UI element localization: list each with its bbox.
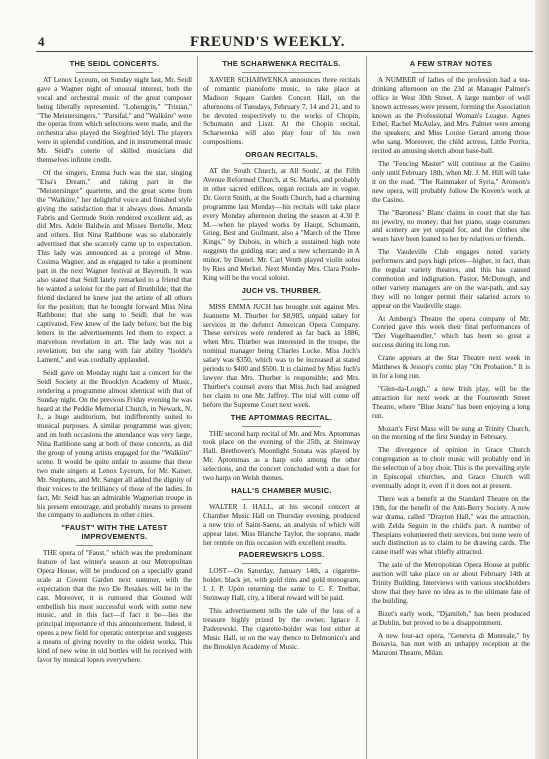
article-paragraph: There was a benefit at the Standard Theatre on the 19th, for the benefit of the Anti-Berry Society. A new war drama, called "Drayton Hall," was the attraction, with Zelda Seguin in the child's part. A number of Thespians volunteered their services, but none were of such distinction as to claim to be drawing cards. The cause itself was what chiefly attracted. (372, 494, 530, 557)
article-heading: THE SEIDL CONCERTS. (69, 59, 160, 68)
article-paragraph: Bizet's early work, "Djamileh," has been produced at Dublin, but proved to be a disappointment. (372, 609, 530, 627)
article-paragraph: WALTER J. HALL, at his second concert at Chamber Music Hall on Thursday evening, produced a new trio of Saint-Saens, an analysis of which will appear later. Miss Blanche Taylor, the soprano, made her rentrée on this occasion with excellent results. (203, 502, 360, 547)
article-paragraph: The Vaudeville Club engages noted variety performers and pays high prices—higher, in fact, than the regular variety theatres, and this has caused commotion and indignation. Pastor, McDonogh, and other variety managers are on the war-path, and say they will no longer permit their salaried actors to appear on the Vaudeville stage. (372, 248, 530, 310)
article-paragraph: Seidl gave on Monday night last a concert for the Seidl Society at the Brooklyn Academy of Music, rendering a programme almost identical with that of Sunday night. On the previous Friday evening he was heard at the Peddie Memorial Church, in Newark, N. J., a huge auditorium, but indifferently suited to musical purposes. A similar programme was given; and on both occasions the attendance was very large, Nina Rathbone sang at both of these concerts, as did the group of young artists engaged for the "Walküre" scene. It would be quite unfair to assume that these two male singers at Lenox Lyceum, for Mr. Kaiser, Mr. Stephens, and Mr. Sanger all added the dignity of their voices to the brilliancy of those of the ladies. In fact, Mr. Seidl has an admirable Wagnerian troupe in his present entourage, and probably means to present the company to audiences in other cities. (37, 368, 192, 520)
heading-rule (242, 299, 321, 300)
column-divider (197, 56, 198, 759)
article (203, 414, 360, 483)
article-paragraph: AT Lenox Lyceum, on Sunday night last, Mr. Seidl gave a Wagner night of unusual interest, both the vocal and orchestral music of the great composer being liberally represented. "Lohengrin," "Tristan," "The Meistersingers," "Parsifal," and "Walküre" were the operas from which selections were made, and the orchestra also played the Siegfried Idyl. The players were in splendid condition, and in instrumental music Mr. Seidl's coterie of skilled musicians did themselves infinite credit. (37, 75, 192, 165)
article-paragraph: A NUMBER of ladies of the profession had a tea-drinking afternoon on the 23d at Manager Palmer's office in West 30th Street. A large number of well known actresses were present, forming the Association known as the Professional Woman's League. Agnes Ethel, Rachel McAulay, and Mrs. Palmer were among the speakers; and Miss Louise Gerard among those who sang. Moreover, the child actress, Little Perrita, recited an amusing sketch about base-ball. (372, 75, 530, 156)
article (37, 60, 192, 520)
header-rule (36, 51, 533, 52)
page-number: 4 (38, 34, 45, 49)
article-paragraph: The divergence of opinion in Grace Church congregation as to choir music will probably end in the selection of a boy choir. This is the prevailing style in Episcopal churches, and Grace Church will eventually adopt it, even if it does not at present. (372, 446, 530, 490)
article-paragraph: THE opera of "Faust," which was the predominant feature of last winter's season at our Metropolitan Opera House, will be produced on a specially grand scale at Covent Garden next summer, with the expectation that the two De Reszkes will be in the cast. Moreover, it is rumored that Gounod will embellish his most successful work with some new music, and in this fact—if fact it be—lies the principal importance of this announcement. Indeed, it opens a new field for operatic enterprise and suggests a means of giving novelty to the oldest works. This kind of new wine in old bottles will be received with favor by musical lopers everywhere. (37, 549, 192, 664)
article-paragraph: Of the singers, Emma Juch was the star, singing "Elsa's Dream," and taking part in the "Meistersinger" quartette, and the great scene from the "Walküre," her delightful voice and finished style giving the satisfaction that it always does. Amanda Fabris and Gertrude Stein rendered excellent aid, as did Mrs. Adele Baldwin and Misses Bertelle, Metz and others. But Nina Rathbone was so elaborately advertised that she scarcely came up to expectation. This lady was announced as a protegé of Mme. Cosima Wagner, and as engaged to take a prominent part in the next Wagner festival at Bayreuth. It was also stated that Seidl lately remarked to a friend that he wanted a soloist for the part of Brunhilde; that the friend declared he knew just the artiste of all others for the position; that he brought forward Miss Nina Rathbone; that she sang to Seidl; that he was captivated. Few knew of the lady before; but the big letters in the advertisements led them to expect a marvelous revelation in art. The lady was not a revelation; but she sang with fair ability "Isolde's Lament," and was cordially applauded. (37, 168, 192, 364)
article-heading: "FAUST" WITH THE LATEST IMPROVEMENTS. (61, 523, 168, 542)
article (203, 487, 360, 547)
article (372, 60, 530, 658)
article-paragraph: The "Baroness" Blanc claims in court that she has no jewelry, no money; that her piano, stage costumes and scenery are yet unpaid for, and the clothes she wears have been loaned to her by relatives or friends. (372, 208, 530, 244)
heading-rule (242, 72, 321, 73)
article (203, 287, 360, 410)
heading-rule (242, 163, 321, 164)
article-paragraph: XAVIER SCHARWENKA announces three recitals of romantic pianoforte music, to take place at Madison Square Garden Concert Hall, on the afternoons of Tuesdays, February 7, 14 and 21, and to be devoted respectively to the works of Chopin, Schumann and Liszt. At the Chopin recital, Scharwenka will also play four of his own compositions. (203, 75, 360, 147)
article-paragraph: "Glen-da-Lough," a new Irish play, will be the attraction for next week at the Fourteenth Street Theatre, where "Blue Jeans" has been enjoying a long run. (372, 384, 530, 420)
article-paragraph: This advertisement tells the tale of the loss of a treasure highly prized by the owner, Ignace J. Paderewski. The cigarette-holder was lost either at Music Hall, or on the way thence to Delmonico's and the Brooklyn Academy of Music. (203, 606, 360, 651)
column-divider (366, 56, 367, 759)
article (203, 551, 360, 651)
column-right (372, 56, 530, 662)
article-paragraph: MISS EMMA JUCH has brought suit against Mrs. Jeannette M. Thurber for $8,985, unpaid salary for services in the defunct American Opera Company. These services were rendered as far back as 1886, when Mrs. Thurber was interested in the troupe, the nominal manager being Charles Locke. Miss Juch's salary was $350, which was to be increased at stated periods to $400 and $500. It is claimed by Miss Juch's lawyer that Mrs. Thurber is responsible; and Mrs. Thurber's counsel avers that Miss Juch had assigned her claim to one Mr. Jaffrey. The trial will come off before the Supreme Court next week. (203, 302, 360, 409)
article-paragraph: The "Fencing Master" will continue at the Casino only until February 18th, when Mr. J. M. Hill will take it on the road. "The Rainmaker of Syria," Aronson's new opera, will probably follow De Koven's work at the Casino. (372, 160, 530, 204)
heading-rule (412, 72, 491, 73)
article-paragraph: LOST—On Saturday, January 14th, a cigarette-holder, black jet, with gold rims and gold monogram, I. J. P. Upon returning the same to C. F. Tretbar, Steinway Hall, city, a liberal reward will be paid. (203, 567, 360, 603)
column-left (37, 56, 192, 669)
article (203, 60, 360, 147)
article-paragraph: The sale of the Metropolitan Opera House at public auction will take place on or about February 14th at Trinity Building. Interviews with various stockholders show that they have no idea as to the ultimate fate of the building. (372, 561, 530, 605)
article (37, 524, 192, 665)
heading-rule (242, 499, 321, 500)
article-heading: HALL'S CHAMBER MUSIC. (231, 485, 332, 495)
masthead-title: FREUND'S WEEKLY. (190, 34, 345, 50)
article-paragraph: A new four-act opera, "Genevra di Monreale," by Bonavia, has met with an unhappy reception at the Manzoni Theatre, Milan. (372, 631, 530, 658)
article-paragraph: Crane appears at the Star Theatre next week in Matthews & Jessop's comic play "On Probation." It is in for a long run. (372, 354, 530, 380)
article-heading: ORGAN RECITALS. (245, 150, 318, 160)
heading-rule (76, 72, 154, 73)
page-edge (535, 0, 549, 759)
column-middle (203, 56, 360, 655)
heading-rule (242, 563, 321, 564)
article-paragraph: Mozart's First Mass will be sung at Trinity Church, on the morning of the first Sunday in February. (372, 424, 530, 442)
article-heading: THE SCHARWENKA RECITALS. (222, 59, 341, 68)
article-heading: A FEW STRAY NOTES (409, 59, 493, 68)
article-heading: THE APTOMMAS RECITAL. (230, 412, 333, 422)
article-heading: JUCH VS. THURBER. (241, 285, 322, 295)
heading-rule (76, 545, 154, 546)
article-heading: PADEREWSKI'S LOSS. (238, 550, 325, 560)
article-paragraph: AT the South Church, at All Souls', at the Fifth Avenue Reformed Church, at St. Marks, and probably in other sacred edifices, organ recitals are in vogue. Dr. Gerrit Smith, at the South Church, had a charming programme last Monday—his recitals will take place every Monday afternoon during the season at 4.30 P. M.—when he played works by Haupt, Schumann, Grieg, Best and Guilmant, also a "March of the Three Kings," by Dubois, in which a sustained high note suggests the guiding star; and a new scherzando in A minor, by Dienel. Mr. Carl Venth played violin solos by Ries and Merkel. Next Monday Mrs. Clara Poole-King will be the vocal soloist. (203, 167, 360, 282)
article-paragraph: THE second harp recital of Mr. and Mrs. Aptommas took place on the evening of the 25th, at Steinway Hall. Beethoven's Moonlight Sonata was played by Mr. Aptommas as a harp solo among the other selections, and the concert concluded with a duet for two harps on Welsh themes. (203, 429, 360, 483)
article (203, 151, 360, 283)
article-paragraph: At Amberg's Theatre the opera company of Mr. Conried gave this week their final performances of "Der Vogelhaendler," which has been so great a success during its long run. (372, 314, 530, 350)
heading-rule (242, 426, 321, 427)
